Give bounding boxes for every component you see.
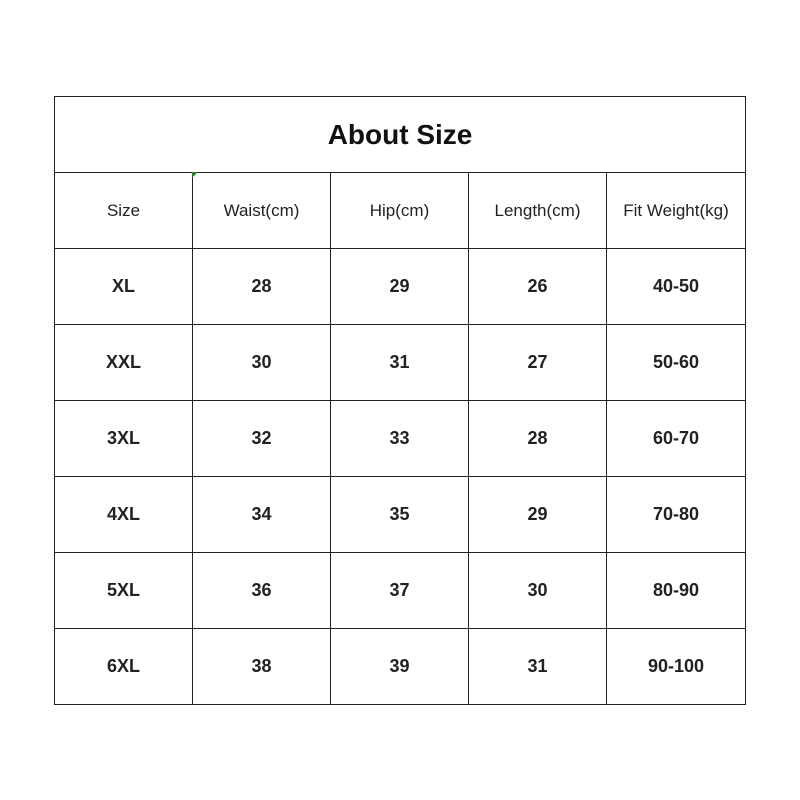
cell-waist: 30 (193, 325, 331, 401)
cell-fit-weight: 80-90 (607, 553, 746, 629)
table-row (55, 325, 746, 401)
table-row (55, 553, 746, 629)
cell-length: 29 (469, 477, 607, 553)
header-hip: Hip(cm) (331, 173, 469, 249)
header-row (55, 173, 746, 249)
cell-waist: 36 (193, 553, 331, 629)
cell-hip: 39 (331, 629, 469, 705)
cell-hip: 31 (331, 325, 469, 401)
cell-fit-weight: 50-60 (607, 325, 746, 401)
cell-hip: 33 (331, 401, 469, 477)
cell-hip: 35 (331, 477, 469, 553)
cell-hip: 29 (331, 249, 469, 325)
table-row (55, 249, 746, 325)
header-waist: Waist(cm) (193, 173, 331, 249)
cell-size: 5XL (55, 553, 193, 629)
cell-fit-weight: 70-80 (607, 477, 746, 553)
header-length: Length(cm) (469, 173, 607, 249)
cell-fit-weight: 90-100 (607, 629, 746, 705)
cell-waist: 38 (193, 629, 331, 705)
cell-waist: 32 (193, 401, 331, 477)
cell-fit-weight: 60-70 (607, 401, 746, 477)
cell-length: 30 (469, 553, 607, 629)
cell-length: 26 (469, 249, 607, 325)
table-row (55, 477, 746, 553)
table-title: About Size (55, 97, 746, 173)
cell-length: 27 (469, 325, 607, 401)
cell-hip: 37 (331, 553, 469, 629)
cell-size: XXL (55, 325, 193, 401)
cell-size: 3XL (55, 401, 193, 477)
cell-size: 4XL (55, 477, 193, 553)
cell-length: 31 (469, 629, 607, 705)
size-chart-table (54, 96, 746, 705)
table-row (55, 401, 746, 477)
table-row (55, 629, 746, 705)
cell-size: 6XL (55, 629, 193, 705)
cell-waist: 28 (193, 249, 331, 325)
cell-fit-weight: 40-50 (607, 249, 746, 325)
cell-waist: 34 (193, 477, 331, 553)
cell-size: XL (55, 249, 193, 325)
header-fit-weight: Fit Weight(kg) (607, 173, 746, 249)
cell-length: 28 (469, 401, 607, 477)
title-row (55, 97, 746, 173)
header-size: Size (55, 173, 193, 249)
cell-corner-marker (192, 172, 198, 178)
